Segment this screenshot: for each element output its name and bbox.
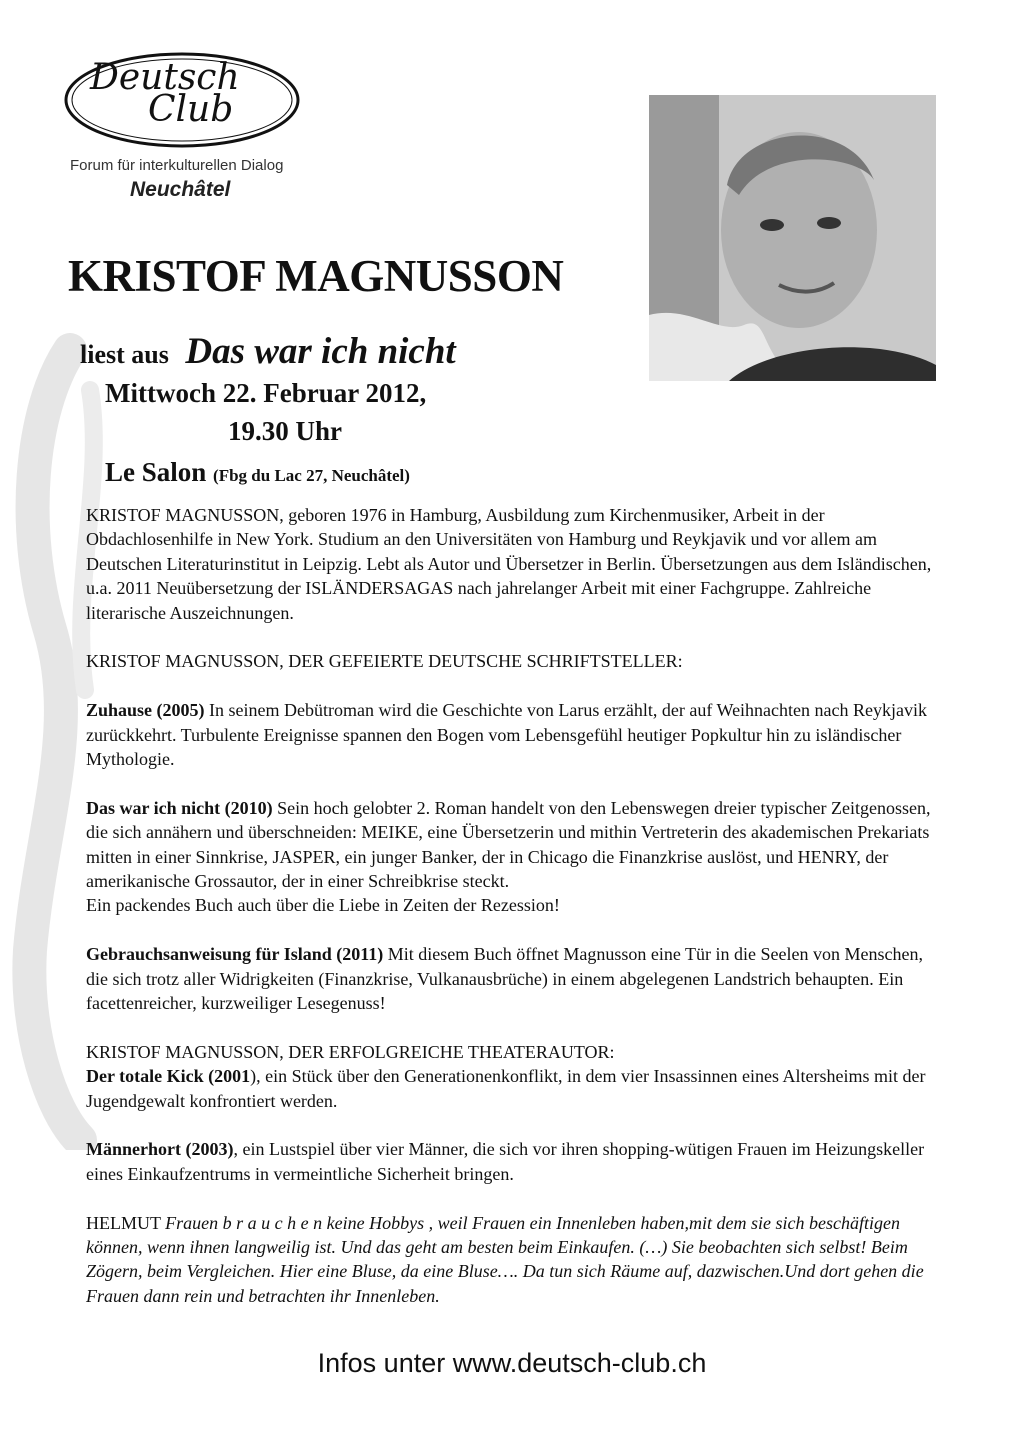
footer-info-link[interactable]: Infos unter www.deutsch-club.ch <box>317 1348 707 1378</box>
event-venue <box>105 457 410 488</box>
venue-address: (Fbg du Lac 27, Neuchâtel) <box>213 466 410 485</box>
logo-line-club: Club <box>148 89 234 130</box>
quote-paragraph <box>86 1211 946 1309</box>
play-title: Der totale Kick (2001 <box>86 1066 251 1087</box>
work-das-war-ich-nicht <box>86 796 946 894</box>
play-text: ), ein Stück über den Generationenkonflikt, in dem vier Insassinnen eines Altersheims mit der Jugendgewalt konfrontiert werden. <box>86 1066 926 1111</box>
work-zuhause <box>86 698 946 771</box>
logo-line-deutsch: Deutsch <box>90 57 240 98</box>
work-title: Das war ich nicht (2010) <box>86 797 273 818</box>
event-date: Mittwoch 22. Februar 2012, <box>105 378 427 408</box>
book-title: Das war ich nicht <box>185 331 456 372</box>
event-time: 19.30 Uhr <box>228 416 342 446</box>
section-writer-heading: KRISTOF MAGNUSSON, DER GEFEIERTE DEUTSCHE SCHRIFTSTELLER: <box>86 651 683 672</box>
quote-text: Frauen b r a u c h e n keine Hobbys , weil Frauen ein Innenleben haben,mit dem sie sich beschäftigen können, wenn ihnen langweilig ist. Und das geht am besten beim Einkaufen. (…) Sie beobachten sich selbst! Beim Zögern, beim Vergleichen. Hier eine Bluse, da eine Bluse…. Da tun sich Räume auf, dazwischen.Und dort gehen die Frauen dann rein und betrachten ihr Innenleben. <box>86 1212 924 1306</box>
work-text: Mit diesem Buch öffnet Magnusson eine Tür in die Seelen von Menschen, die sich trotz aller Widrigkeiten (Finanzkrise, Vulkanausbrüche) in einem abgelegenen Landstrich behaupten. Ein facettenreicher, kurzweiliger Lesegenuss! <box>86 944 923 1014</box>
play-title: Männerhort (2003) <box>86 1139 234 1160</box>
body-text <box>86 503 946 1308</box>
work-title: Zuhause (2005) <box>86 700 205 721</box>
work-extra: Ein packendes Buch auch über die Liebe in Zeiten der Rezession! <box>86 895 560 916</box>
work-text: Sein hoch gelobter 2. Roman handelt von den Lebenswegen dreier typischer Zeitgenossen, die sich annähern und überschneiden: MEIKE, eine Übersetzerin und mithin Vertreterin des akademischen Prekariats mitten in einer Sinnkrise, JASPER, ein junger Banker, der in Chicago die Finanzkrise auslöst, und HENRY, der amerikanische Grossautor, der in einer Schreibkrise steckt. <box>86 797 931 892</box>
venue-name: Le Salon <box>105 457 207 487</box>
work-title: Gebrauchsanweisung für Island (2011) <box>86 944 384 965</box>
author-name-title: KRISTOF MAGNUSSON <box>68 251 564 301</box>
work-gebrauchsanweisung <box>86 942 946 1015</box>
reads-line <box>80 330 456 373</box>
bio-paragraph: KRISTOF MAGNUSSON, geboren 1976 in Hamburg, Ausbildung zum Kirchenmusiker, Arbeit in der Obdachlosenhilfe in New York. Studium an den Universitäten von Hamburg und Reykjavik und vor allem am Deutschen Literaturinstitut in Leipzig. Lebt als Autor und Übersetzer in Berlin. Übersetzungen aus dem Isländischen, u.a. 2011 Neuübersetzung der ISLÄNDERSAGAS nach jahrelanger Arbeit mit einer Fachgruppe. Zahlreiche literarische Auszeichnungen. <box>86 505 932 623</box>
reads-prefix: liest aus <box>80 340 169 369</box>
play-maennerhort <box>86 1137 946 1186</box>
quote-speaker: HELMUT <box>86 1212 166 1233</box>
play-text: , ein Lustspiel über vier Männer, die sich vor ihren shopping-wütigen Frauen im Heizungskeller eines Einkaufzentrums in vermeintliche Sicherheit bringen. <box>86 1139 925 1184</box>
logo-city: Neuchâtel <box>130 178 231 201</box>
author-photo <box>649 95 936 381</box>
work-text: In seinem Debütroman wird die Geschichte von Larus erzählt, der auf Weihnachten nach Reykjavik zurückkehrt. Turbulente Ereignisse spannen den Bogen vom Lebensgefühl heutiger Popkultur hin zu isländischer Mythologie. <box>86 700 927 770</box>
play-der-totale-kick <box>86 1064 946 1113</box>
section-theater-heading: KRISTOF MAGNUSSON, DER ERFOLGREICHE THEATERAUTOR: <box>86 1041 615 1062</box>
logo-subtitle: Forum für interkulturellen Dialog <box>70 157 284 174</box>
